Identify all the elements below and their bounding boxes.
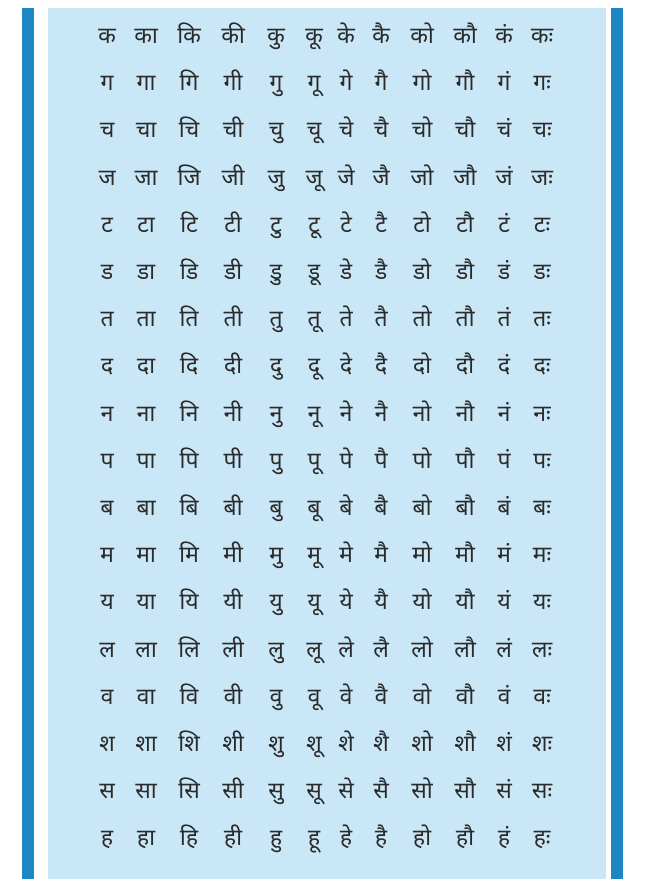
syllable-cell: लौ: [454, 636, 476, 663]
syllable-cell: ल: [99, 636, 115, 663]
syllable-cell: तो: [412, 306, 432, 333]
syllable-cell: ही: [223, 825, 243, 852]
barakhadi-row: [48, 441, 606, 481]
syllable-cell: स: [99, 778, 115, 805]
syllable-cell: तं: [497, 306, 511, 333]
syllable-cell: पः: [533, 447, 551, 474]
syllable-cell: प: [100, 447, 114, 474]
syllable-cell: जौ: [453, 164, 477, 191]
syllable-cell: यू: [307, 589, 321, 616]
syllable-cell: शे: [338, 731, 354, 757]
syllable-cell: तू: [307, 306, 321, 333]
syllable-cell: सं: [496, 778, 512, 805]
syllable-cell: शं: [496, 731, 512, 757]
syllable-cell: पौ: [455, 447, 475, 474]
syllable-cell: कः: [530, 23, 554, 49]
syllable-cell: पी: [223, 447, 243, 474]
barakhadi-row: [48, 630, 606, 670]
syllable-cell: हा: [136, 825, 156, 852]
syllable-cell: नो: [412, 400, 432, 427]
syllable-cell: यं: [497, 589, 511, 616]
syllable-cell: ट: [101, 211, 113, 238]
syllable-cell: डं: [497, 259, 511, 285]
syllable-cell: नी: [223, 400, 243, 427]
syllable-cell: वु: [269, 683, 283, 710]
syllable-cell: क: [98, 23, 116, 49]
syllable-cell: सा: [135, 778, 157, 805]
syllable-cell: ग: [100, 70, 114, 97]
syllable-cell: च: [99, 117, 115, 144]
syllable-cell: लि: [178, 636, 200, 663]
syllable-cell: जा: [134, 164, 158, 191]
syllable-cell: यि: [179, 589, 199, 616]
syllable-cell: तु: [269, 306, 283, 333]
syllable-cell: हि: [179, 825, 199, 852]
syllable-cell: य: [100, 589, 114, 616]
syllable-cell: की: [221, 23, 245, 49]
syllable-cell: चु: [268, 117, 284, 144]
syllable-cell: लं: [496, 636, 512, 663]
syllable-cell: मौ: [455, 542, 475, 569]
syllable-cell: बा: [136, 495, 156, 521]
syllable-cell: दू: [307, 353, 321, 380]
syllable-cell: टे: [340, 211, 352, 238]
syllable-cell: बः: [533, 495, 551, 521]
syllable-cell: कु: [267, 23, 285, 49]
syllable-cell: सो: [411, 778, 433, 805]
syllable-cell: मू: [307, 542, 321, 569]
barakhadi-row: [48, 110, 606, 150]
syllable-cell: वः: [533, 683, 551, 710]
barakhadi-row: [48, 771, 606, 811]
syllable-cell: लु: [268, 636, 284, 663]
left-border-bar: [22, 8, 34, 879]
syllable-cell: चः: [532, 117, 552, 144]
barakhadi-row: [48, 535, 606, 575]
syllable-cell: डु: [269, 259, 283, 285]
barakhadi-panel: [48, 8, 606, 879]
syllable-cell: बं: [497, 495, 511, 521]
syllable-cell: पो: [412, 447, 432, 474]
syllable-cell: डे: [339, 259, 353, 285]
syllable-cell: जू: [305, 164, 323, 191]
syllable-cell: ना: [136, 400, 156, 427]
barakhadi-row: [48, 158, 606, 198]
syllable-cell: नौ: [455, 400, 475, 427]
syllable-cell: ज: [98, 164, 116, 191]
syllable-cell: नै: [374, 400, 388, 427]
syllable-cell: बू: [307, 495, 321, 521]
syllable-cell: ली: [222, 636, 244, 663]
syllable-cell: तौ: [455, 306, 475, 333]
syllable-cell: जु: [267, 164, 285, 191]
syllable-cell: ता: [136, 306, 156, 333]
syllable-cell: टु: [270, 211, 282, 238]
syllable-cell: व: [100, 683, 114, 710]
syllable-cell: यौ: [455, 589, 475, 616]
syllable-cell: मि: [179, 542, 199, 569]
syllable-cell: हु: [269, 825, 283, 852]
syllable-cell: टौ: [456, 211, 474, 238]
syllable-cell: के: [337, 23, 355, 49]
syllable-cell: जः: [531, 164, 553, 191]
syllable-cell: मे: [339, 542, 353, 569]
syllable-cell: नः: [533, 400, 551, 427]
syllable-cell: पं: [497, 447, 511, 474]
syllable-cell: गा: [136, 70, 156, 97]
syllable-cell: ने: [339, 400, 353, 427]
syllable-cell: दो: [412, 353, 432, 380]
syllable-cell: को: [410, 23, 434, 49]
syllable-cell: कौ: [453, 23, 477, 49]
syllable-cell: मै: [374, 542, 388, 569]
syllable-cell: गै: [374, 70, 388, 97]
syllable-cell: शू: [306, 731, 322, 757]
syllable-cell: पै: [374, 447, 388, 474]
syllable-cell: जो: [410, 164, 434, 191]
syllable-cell: गू: [307, 70, 321, 97]
syllable-cell: ला: [135, 636, 157, 663]
syllable-cell: वी: [223, 683, 243, 710]
syllable-cell: ले: [338, 636, 354, 663]
syllable-cell: दं: [497, 353, 511, 380]
syllable-cell: चं: [496, 117, 512, 144]
syllable-cell: ह: [100, 825, 114, 852]
barakhadi-row: [48, 346, 606, 386]
syllable-cell: डै: [374, 259, 388, 285]
syllable-cell: या: [136, 589, 156, 616]
right-border-bar: [611, 8, 623, 879]
syllable-cell: वा: [136, 683, 156, 710]
barakhadi-row: [48, 488, 606, 528]
syllable-cell: ची: [222, 117, 244, 144]
syllable-cell: तै: [374, 306, 388, 333]
syllable-cell: बे: [339, 495, 353, 521]
syllable-cell: कं: [495, 23, 513, 49]
syllable-cell: चि: [178, 117, 200, 144]
syllable-cell: चा: [135, 117, 157, 144]
syllable-cell: नं: [497, 400, 511, 427]
syllable-cell: चै: [373, 117, 389, 144]
syllable-cell: है: [374, 825, 388, 852]
syllable-cell: पा: [136, 447, 156, 474]
syllable-cell: लै: [373, 636, 389, 663]
syllable-cell: का: [134, 23, 158, 49]
syllable-cell: ये: [339, 589, 353, 616]
syllable-cell: वं: [497, 683, 511, 710]
syllable-cell: टी: [224, 211, 242, 238]
syllable-cell: कै: [372, 23, 390, 49]
syllable-cell: नु: [269, 400, 283, 427]
syllable-cell: वो: [412, 683, 432, 710]
syllable-cell: पे: [339, 447, 353, 474]
syllable-cell: ती: [223, 306, 243, 333]
syllable-cell: शा: [135, 731, 157, 757]
syllable-cell: मी: [223, 542, 243, 569]
syllable-cell: म: [100, 542, 114, 569]
syllable-cell: हौ: [455, 825, 475, 852]
syllable-cell: कि: [177, 23, 201, 49]
barakhadi-row: [48, 63, 606, 103]
syllable-cell: हू: [307, 825, 321, 852]
barakhadi-row: [48, 252, 606, 292]
syllable-cell: दु: [269, 353, 283, 380]
barakhadi-row: [48, 582, 606, 622]
syllable-cell: हः: [533, 825, 551, 852]
syllable-cell: शौ: [454, 731, 476, 757]
syllable-cell: दी: [223, 353, 243, 380]
syllable-cell: गो: [412, 70, 432, 97]
syllable-cell: चे: [338, 117, 354, 144]
syllable-cell: श: [99, 731, 115, 757]
syllable-cell: दौ: [455, 353, 475, 380]
syllable-cell: दि: [179, 353, 199, 380]
barakhadi-row: [48, 299, 606, 339]
syllable-cell: टः: [533, 211, 551, 238]
syllable-cell: मं: [497, 542, 511, 569]
syllable-cell: वू: [307, 683, 321, 710]
syllable-cell: सौ: [454, 778, 476, 805]
syllable-cell: टै: [375, 211, 387, 238]
syllable-cell: गि: [179, 70, 199, 97]
syllable-cell: पु: [269, 447, 283, 474]
syllable-cell: वि: [179, 683, 199, 710]
syllable-cell: गु: [269, 70, 283, 97]
syllable-cell: पू: [307, 447, 321, 474]
syllable-cell: सि: [178, 778, 200, 805]
syllable-cell: दै: [374, 353, 388, 380]
syllable-cell: बौ: [455, 495, 475, 521]
syllable-cell: तः: [533, 306, 551, 333]
syllable-cell: गी: [223, 70, 243, 97]
syllable-cell: कू: [305, 23, 323, 49]
syllable-cell: हो: [412, 825, 432, 852]
syllable-cell: मा: [136, 542, 156, 569]
syllable-cell: बी: [223, 495, 243, 521]
syllable-cell: पि: [179, 447, 199, 474]
syllable-cell: ड: [100, 259, 114, 285]
syllable-cell: जं: [495, 164, 513, 191]
syllable-cell: सै: [373, 778, 389, 805]
syllable-cell: हे: [339, 825, 353, 852]
syllable-cell: गौ: [455, 70, 475, 97]
syllable-cell: ते: [339, 306, 353, 333]
syllable-cell: सी: [222, 778, 244, 805]
syllable-cell: चू: [306, 117, 322, 144]
syllable-cell: यी: [223, 589, 243, 616]
syllable-cell: बो: [412, 495, 432, 521]
syllable-cell: हं: [497, 825, 511, 852]
syllable-cell: डू: [307, 259, 321, 285]
syllable-cell: त: [100, 306, 114, 333]
syllable-cell: यः: [533, 589, 551, 616]
syllable-cell: यु: [269, 589, 283, 616]
syllable-cell: डो: [412, 259, 432, 285]
syllable-cell: नू: [307, 400, 321, 427]
syllable-cell: लू: [306, 636, 322, 663]
syllable-cell: शो: [411, 731, 433, 757]
syllable-cell: सः: [531, 778, 553, 805]
syllable-cell: गे: [339, 70, 353, 97]
syllable-cell: जे: [337, 164, 355, 191]
syllable-cell: शः: [531, 731, 553, 757]
syllable-cell: टा: [137, 211, 155, 238]
barakhadi-row: [48, 16, 606, 56]
syllable-cell: से: [338, 778, 354, 805]
syllable-cell: टू: [308, 211, 320, 238]
syllable-cell: दा: [136, 353, 156, 380]
syllable-cell: टो: [413, 211, 431, 238]
syllable-cell: गः: [533, 70, 551, 97]
syllable-cell: न: [100, 400, 114, 427]
syllable-cell: दे: [339, 353, 353, 380]
syllable-cell: शै: [373, 731, 389, 757]
syllable-cell: सु: [268, 778, 284, 805]
barakhadi-row: [48, 394, 606, 434]
syllable-cell: वे: [339, 683, 353, 710]
syllable-cell: डी: [223, 259, 243, 285]
syllable-cell: यो: [412, 589, 432, 616]
syllable-cell: टि: [180, 211, 198, 238]
syllable-cell: लो: [411, 636, 433, 663]
syllable-cell: जी: [221, 164, 245, 191]
syllable-cell: टं: [498, 211, 510, 238]
barakhadi-row: [48, 818, 606, 858]
syllable-cell: जै: [372, 164, 390, 191]
syllable-cell: चो: [411, 117, 433, 144]
syllable-cell: बि: [179, 495, 199, 521]
syllable-cell: लः: [531, 636, 553, 663]
syllable-cell: दः: [533, 353, 551, 380]
syllable-cell: डः: [533, 259, 551, 285]
syllable-cell: डौ: [455, 259, 475, 285]
syllable-cell: गं: [497, 70, 511, 97]
syllable-cell: बै: [374, 495, 388, 521]
syllable-cell: नि: [179, 400, 199, 427]
syllable-cell: ति: [179, 306, 199, 333]
syllable-cell: डि: [179, 259, 199, 285]
syllable-cell: शी: [222, 731, 244, 757]
syllable-cell: जि: [177, 164, 201, 191]
barakhadi-row: [48, 677, 606, 717]
syllable-cell: वै: [374, 683, 388, 710]
syllable-cell: डा: [136, 259, 156, 285]
syllable-cell: शि: [178, 731, 200, 757]
syllable-cell: शु: [268, 731, 284, 757]
syllable-cell: चौ: [454, 117, 476, 144]
syllable-cell: ब: [100, 495, 114, 521]
barakhadi-row: [48, 205, 606, 245]
syllable-cell: मः: [532, 542, 552, 569]
syllable-cell: यै: [374, 589, 388, 616]
syllable-cell: द: [100, 353, 114, 380]
syllable-cell: बु: [269, 495, 283, 521]
syllable-cell: वौ: [455, 683, 475, 710]
syllable-cell: सू: [306, 778, 322, 805]
syllable-cell: मो: [412, 542, 432, 569]
barakhadi-row: [48, 724, 606, 764]
syllable-cell: मु: [269, 542, 283, 569]
